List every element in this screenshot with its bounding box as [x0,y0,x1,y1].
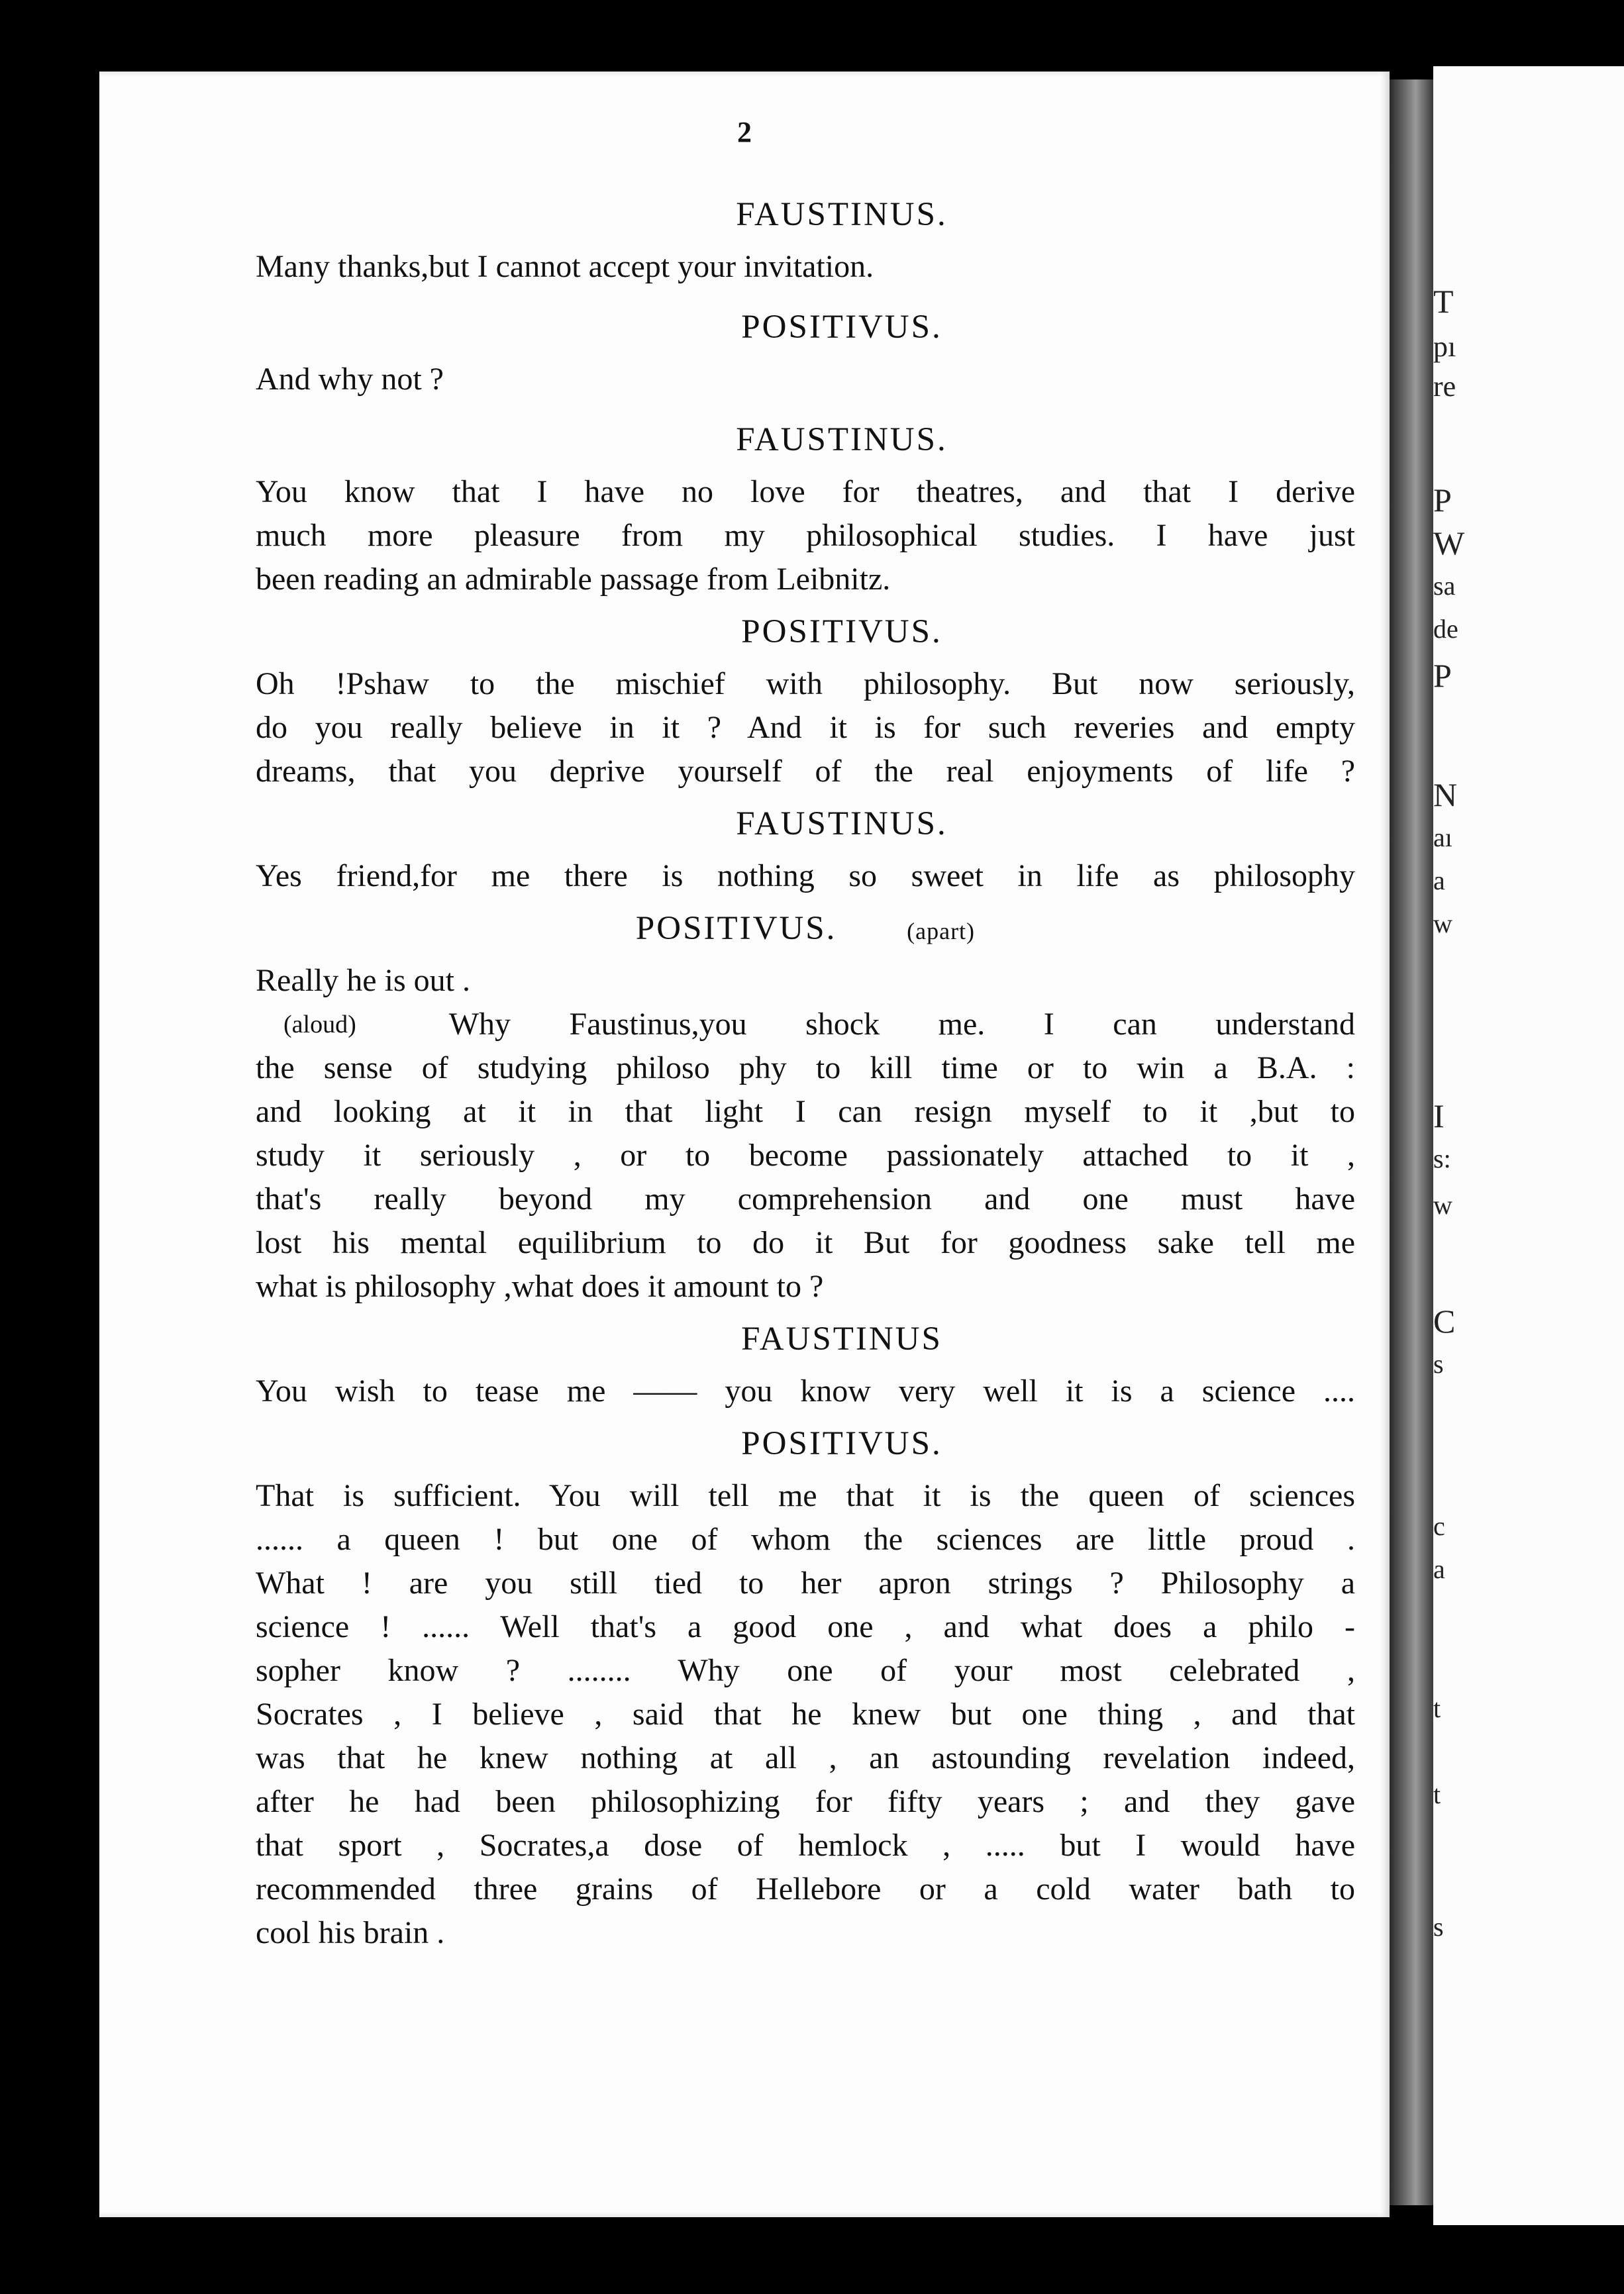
speaker-heading: FAUSTINUS [741,1321,942,1358]
dialogue-line: study it seriously , or to become passionately attached to it , [256,1138,1355,1173]
speaker-heading: POSITIVUS. [741,309,942,346]
dialogue-line: what is philosophy ,what does it amount to ? [256,1269,824,1304]
adjacent-page-fragment: re [1433,370,1456,403]
dialogue-line: the sense of studying philoso phy to kill time or to win a B.A. : [256,1050,1355,1085]
adjacent-page-fragment: c [1433,1511,1445,1541]
dialogue-line: dreams, that you deprive yourself of the real enjoyments of life ? [256,754,1355,789]
adjacent-page-fragment: pı [1433,330,1456,363]
stage-direction-aloud: (aloud) [283,1011,356,1038]
dialogue-line: cool his brain . [256,1915,445,1950]
dialogue-line: Yes friend,for me there is nothing so sweet in life as philosophy [256,858,1355,893]
speaker-heading: FAUSTINUS. [736,805,948,842]
page-gutter [1390,79,1433,2205]
adjacent-page [1433,66,1624,2225]
dialogue-line: science ! ...... Well that's a good one , and what does a philo - [256,1609,1355,1644]
adjacent-page-fragment: t [1433,1779,1441,1809]
dialogue-line: lost his mental equilibrium to do it But for goodness sake tell me [256,1225,1355,1260]
dialogue-line: You wish to tease me —— you know very well it is a science .... [256,1373,1355,1409]
adjacent-page-fragment: aı [1433,823,1452,852]
speaker-heading: POSITIVUS. [741,1425,942,1462]
dialogue-line: recommended three grains of Hellebore or a cold water bath to [256,1871,1355,1907]
dialogue-line: do you really believe in it ? And it is for such reveries and empty [256,710,1355,745]
dialogue-line: much more pleasure from my philosophical studies. I have just [256,518,1355,553]
dialogue-line: ...... a queen ! but one of whom the sciences are little proud . [256,1522,1355,1557]
dialogue-line: You know that I have no love for theatres, and that I derive [256,474,1355,509]
dialogue-line: was that he knew nothing at all , an astounding revelation indeed, [256,1740,1355,1775]
adjacent-page-fragment: sa [1433,571,1456,601]
dialogue-line: Socrates , I believe , said that he knew but one thing , and that [256,1697,1355,1732]
adjacent-page-fragment: T [1433,283,1454,320]
adjacent-page-fragment: t [1433,1693,1441,1723]
dialogue-text [256,184,1355,1955]
dialogue-line: and looking at it in that light I can resign myself to it ,but to [256,1094,1355,1129]
dialogue-line: that sport , Socrates,a dose of hemlock , ..... but I would have [256,1828,1355,1863]
document-page [99,72,1390,2217]
adjacent-page-fragment: P [1433,657,1452,694]
dialogue-line: been reading an admirable passage from Leibnitz. [256,562,891,597]
adjacent-page-fragment: s [1433,1349,1444,1379]
speaker-heading: FAUSTINUS. [736,421,948,458]
speaker-heading [256,898,1355,959]
dialogue-line: Many thanks,but I cannot accept your invitation. [256,249,874,284]
adjacent-page-fragment: a [1433,1554,1445,1584]
speaker-heading: POSITIVUS. [741,613,942,650]
page-number: 2 [737,116,752,148]
adjacent-page-fragment: a [1433,866,1445,895]
dialogue-line: That is sufficient. You will tell me that it is the queen of sciences [256,1478,1355,1513]
adjacent-page-fragment: de [1433,614,1458,644]
adjacent-page-fragment: N [1433,776,1458,813]
speaker-name: POSITIVUS. [635,910,837,947]
dialogue-line [256,1003,1355,1046]
dialogue-line: that's really beyond my comprehension and one must have [256,1181,1355,1217]
adjacent-page-fragment: w [1433,1190,1452,1220]
adjacent-page-fragment: w [1433,909,1452,938]
adjacent-page-fragment: s: [1433,1144,1451,1173]
adjacent-page-fragment: s [1433,1912,1444,1942]
speaker-heading: FAUSTINUS. [736,196,948,233]
dialogue-line: And why not ? [256,362,444,397]
dialogue-line-text: Why Faustinus,you shock me. I can understand [448,1007,1355,1042]
dialogue-line: after he had been philosophizing for fifty years ; and they gave [256,1784,1355,1819]
stage-direction-aside: (apart) [907,918,976,945]
adjacent-page-fragment: P [1433,481,1452,519]
adjacent-page-fragment: C [1433,1303,1456,1340]
dialogue-line: Oh !Pshaw to the mischief with philosophy. But now seriously, [256,666,1355,701]
dialogue-line: sopher know ? ........ Why one of your most celebrated , [256,1653,1355,1688]
adjacent-page-fragment: I [1433,1097,1445,1134]
dialogue-line: Really he is out . [256,963,470,998]
adjacent-page-fragment: W [1433,524,1465,562]
dialogue-line: What ! are you still tied to her apron strings ? Philosophy a [256,1566,1355,1601]
